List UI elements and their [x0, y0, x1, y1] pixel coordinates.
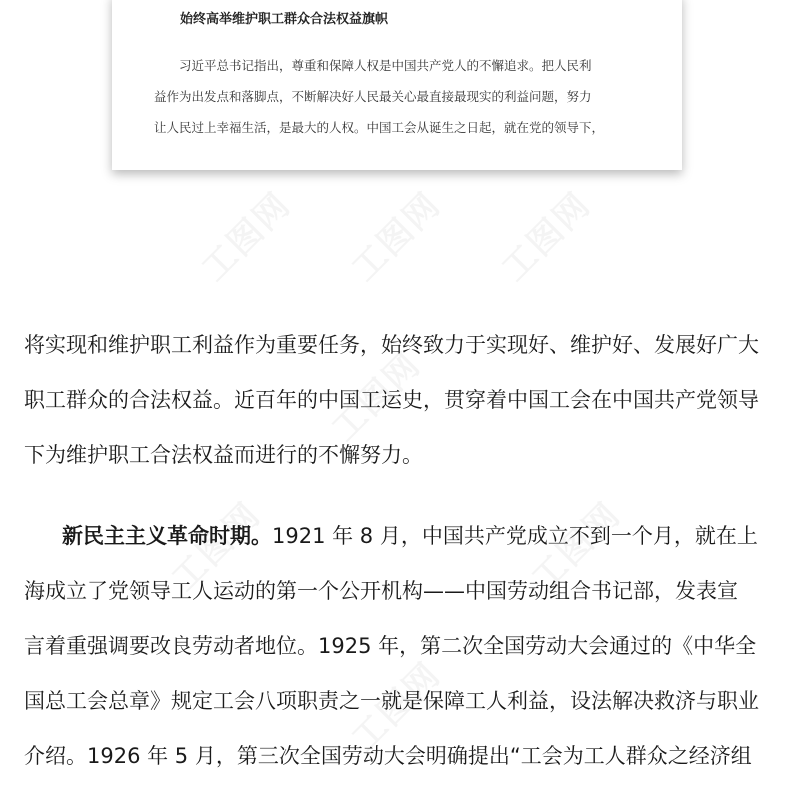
- preview-title: 始终高举维护职工群众合法权益旗帜: [180, 12, 389, 27]
- document-body: [24, 318, 784, 784]
- body-line: 介绍。1926 年 5 月，第三次全国劳动大会明确提出“工会为工人群众之经济组: [24, 744, 752, 768]
- preview-line: 习近平总书记指出，尊重和保障人权是中国共产党人的不懈追求。把人民利: [179, 58, 592, 73]
- preview-body: [154, 50, 654, 143]
- preview-line: 益作为出发点和落脚点，不断解决好人民最关心最直接最现实的利益问题，努力: [154, 89, 592, 104]
- body-line: [24, 509, 784, 564]
- paragraph-gap: [24, 483, 784, 509]
- body-line: 职工群众的合法权益。近百年的中国工运史，贯穿着中国工会在中国共产党领导: [24, 388, 759, 412]
- body-line: 国总工会总章》规定工会八项职责之一就是保障工人利益，设法解决救济与职业: [24, 689, 759, 713]
- body-line: 言着重强调要改良劳动者地位。1925 年，第二次全国劳动大会通过的《中华全: [24, 634, 757, 658]
- section-lead: 新民主主义革命时期。: [62, 524, 272, 548]
- watermark: [488, 179, 599, 290]
- preview-line: 让人民过上幸福生活，是最大的人权。中国工会从诞生之日起，就在党的领导下，: [154, 120, 605, 135]
- body-line: 将实现和维护职工利益作为重要任务，始终致力于实现好、维护好、发展好广大: [24, 333, 759, 357]
- document-preview-card: [112, 0, 682, 170]
- watermark: [188, 179, 299, 290]
- body-line-text: 1921 年 8 月，中国共产党成立不到一个月，就在上: [272, 524, 758, 548]
- watermark: [338, 179, 449, 290]
- body-line: 下为维护职工合法权益而进行的不懈努力。: [24, 443, 423, 467]
- body-line: 海成立了党领导工人运动的第一个公开机构——中国劳动组合书记部，发表宣: [24, 579, 738, 603]
